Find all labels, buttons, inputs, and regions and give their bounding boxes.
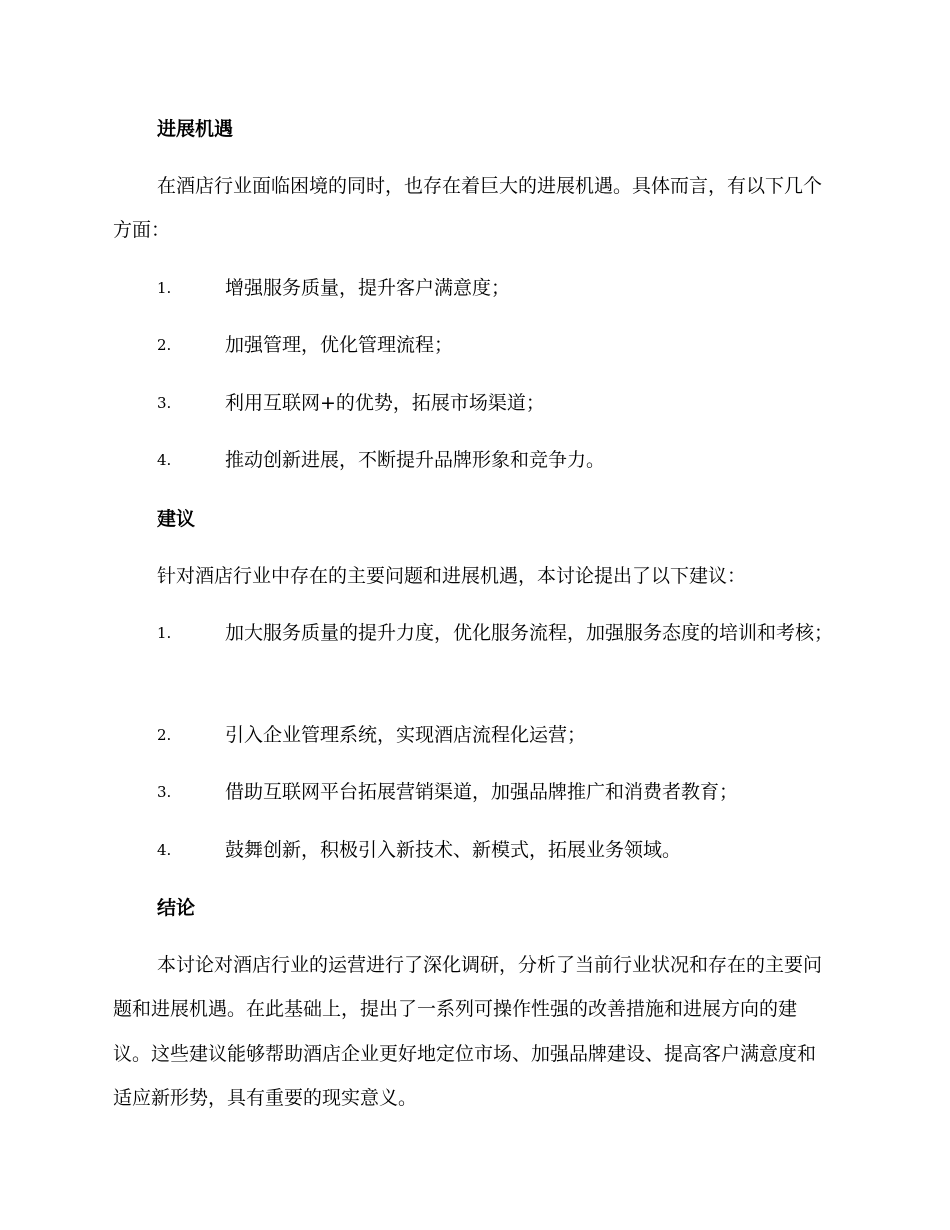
suggestions-list-item (113, 828, 833, 872)
list-item-text: 加大服务质量的提升力度，优化服务流程，加强服务态度的培训和考核； (225, 622, 834, 644)
list-item-text: 引入企业管理系统，实现酒店流程化运营； (225, 724, 587, 746)
list-item-number: 1. (157, 279, 172, 297)
list-item-text: 借助互联网平台拓展营销渠道，加强品牌推广和消费者教育； (225, 781, 739, 803)
opportunities-list-item (113, 438, 833, 482)
list-item-text: 鼓舞创新，积极引入新技术、新模式，拓展业务领域。 (225, 839, 682, 861)
opportunities-list-item (113, 266, 833, 310)
list-item-text: 利用互联网+的优势，拓展市场渠道； (225, 392, 545, 414)
list-item-number: 3. (157, 783, 172, 801)
section-heading-opportunities: 进展机遇 (157, 118, 234, 140)
suggestions-list-item (113, 611, 833, 655)
list-item-number: 2. (157, 726, 172, 744)
list-item-number: 2. (157, 336, 172, 354)
list-item-number: 1. (157, 624, 172, 642)
section-heading-suggestions: 建议 (157, 508, 196, 530)
list-item-text: 增强服务质量，提升客户满意度； (225, 277, 511, 299)
list-item-number: 4. (157, 841, 172, 859)
opportunities-list-item (113, 323, 833, 367)
section-heading-conclusion: 结论 (157, 897, 196, 919)
list-item-number: 3. (157, 394, 172, 412)
opportunities-intro-paragraph: 在酒店行业面临困境的同时，也存在着巨大的进展机遇。具体而言，有以下几个方面： (113, 175, 823, 242)
opportunities-list-item (113, 381, 833, 425)
suggestions-list-item (113, 770, 833, 814)
suggestions-intro-paragraph: 针对酒店行业中存在的主要问题和进展机遇，本讨论提出了以下建议： (157, 565, 747, 587)
list-item-text: 推动创新进展，不断提升品牌形象和竞争力。 (225, 449, 606, 471)
suggestions-list-item (113, 713, 833, 757)
list-item-text: 加强管理，优化管理流程； (225, 334, 454, 356)
conclusion-paragraph: 本讨论对酒店行业的运营进行了深化调研，分析了当前行业状况和存在的主要问题和进展机遇。在此基础上，提出了一系列可操作性强的改善措施和进展方向的建议。这些建议能够帮助酒店企业更好地定位市场、加强品牌建设、提高客户满意度和适应新形势，具有重要的现实意义。 (113, 954, 823, 1109)
list-item-number: 4. (157, 451, 172, 469)
